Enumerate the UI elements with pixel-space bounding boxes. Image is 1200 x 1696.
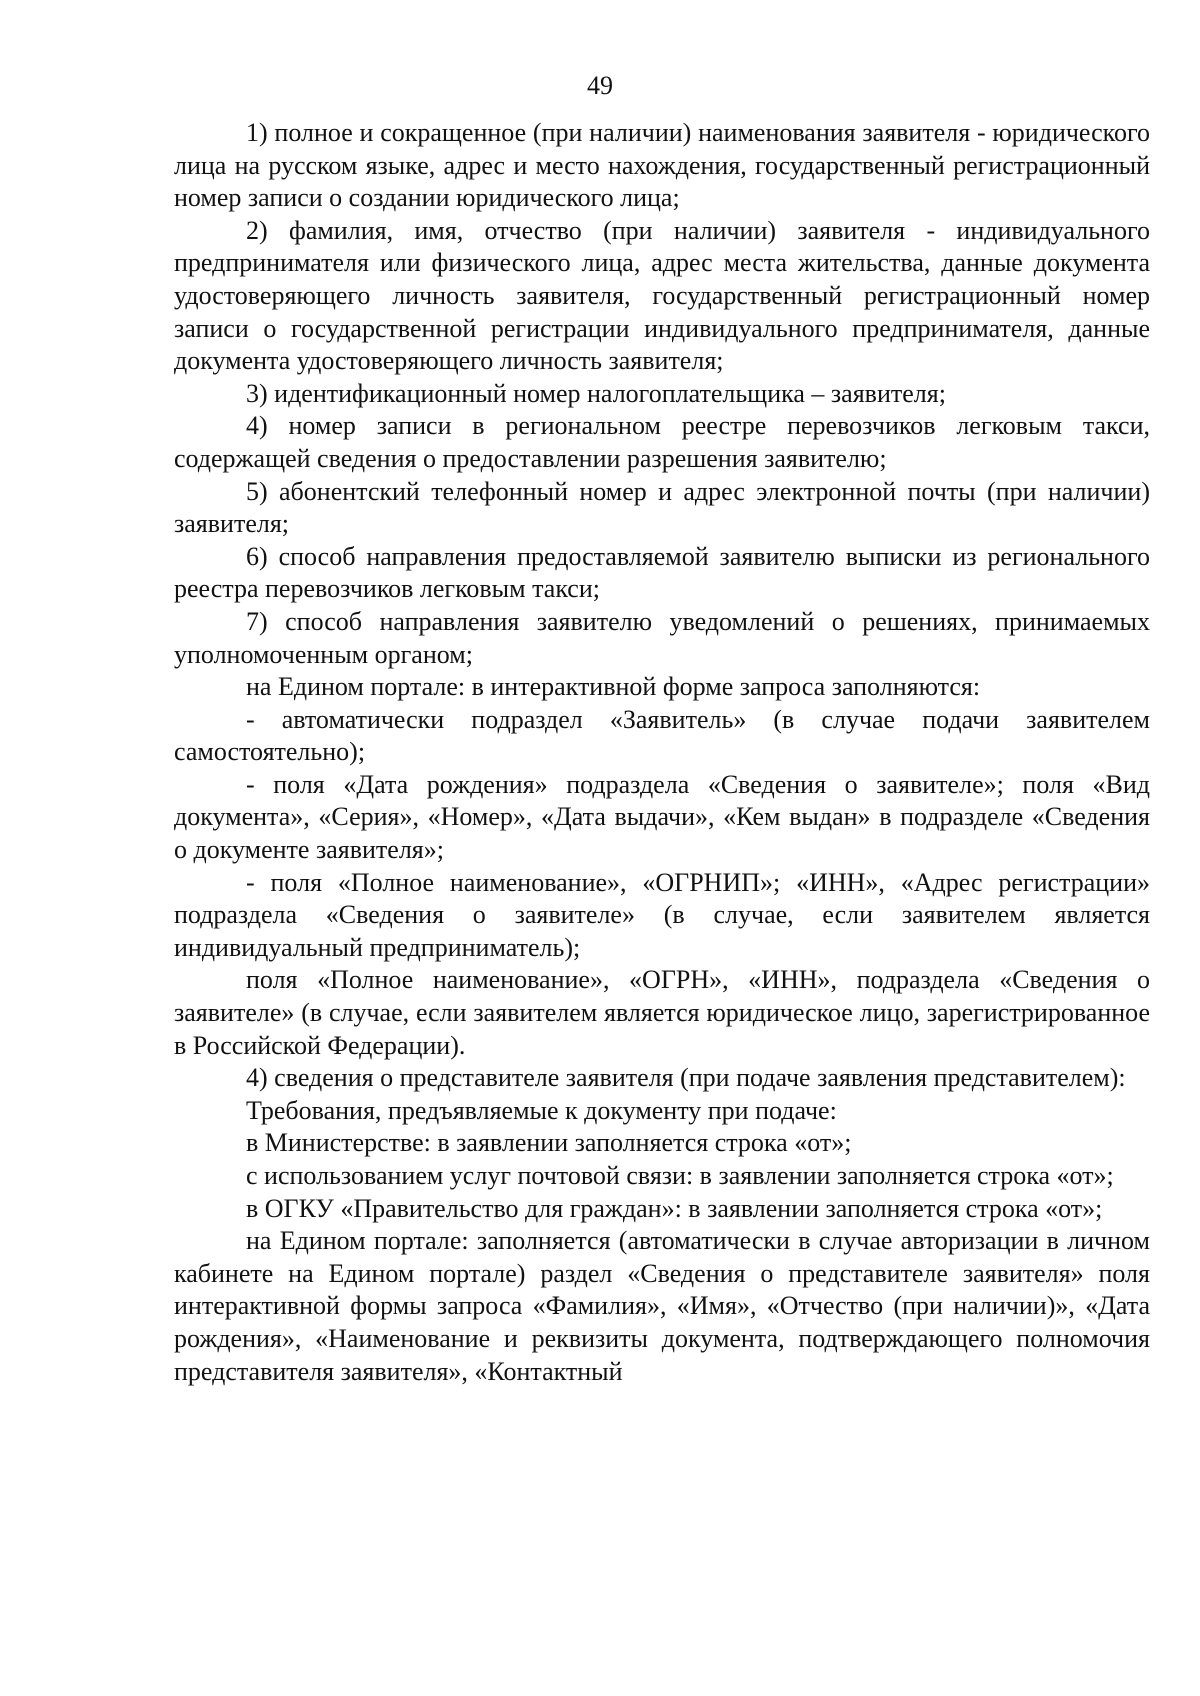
paragraph-representative: 4) сведения о представителе заявителя (при подаче заявления представителем): [246, 1063, 1126, 1093]
paragraph-requirements: Требования, предъявляемые к документу при подаче: [246, 1095, 837, 1125]
paragraph-item-1: 1) полное и сокращенное (при наличии) наименования заявителя - юридического лица на русском языке, адрес и место нахождения, государственный регистрационный номер записи о создании юридического лица; [174, 118, 1150, 213]
paragraph-item-3: 3) идентификационный номер налогоплательщика – заявителя; [246, 378, 946, 408]
paragraph-fields-legal-entity: поля «Полное наименование», «ОГРН», «ИНН», подраздела «Сведения о заявителе» (в случае, если заявителем является юридическое лицо, зарегистрированное в Российской Федерации). [174, 965, 1150, 1060]
paragraph-item-2: 2) фамилия, имя, отчество (при наличии) заявителя - индивидуального предпринимателя или физического лица, адрес места жительства, данные документа удостоверяющего личность заявителя, государственный регистрационный номер записи о государственной регистрации индивидуального предпринимателя, данные документа удостоверяющего личность заявителя; [174, 215, 1150, 376]
paragraph-unified-portal: на Едином портале: заполняется (автоматически в случае авторизации в личном кабинете на Едином портале) раздел «Сведения о представителе заявителя» поля интерактивной формы запроса «Фамилия», «Имя», «Отчество (при наличии)», «Дата рождения», «Наименование и реквизиты документа, подтверждающего полномочия представителя заявителя», «Контактный [174, 1226, 1150, 1386]
paragraph-ogku: в ОГКУ «Правительство для граждан»: в заявлении заполняется строка «от»; [246, 1193, 1103, 1223]
paragraph-portal-intro: на Едином портале: в интерактивной форме запроса заполняются: [246, 672, 981, 702]
paragraph-item-4: 4) номер записи в региональном реестре перевозчиков легковым такси, содержащей сведения о предоставлении разрешения заявителю; [174, 411, 1150, 473]
page-number: 49 [587, 71, 613, 100]
paragraph-fields-birthdate: - поля «Дата рождения» подраздела «Сведения о заявителе»; поля «Вид документа», «Серия», «Номер», «Дата выдачи», «Кем выдан» в подразделе «Сведения о документе заявителя»; [174, 769, 1150, 865]
paragraph-item-7: 7) способ направления заявителю уведомлений о решениях, принимаемых уполномоченным органом; [174, 606, 1150, 669]
paragraph-fields-entrepreneur: - поля «Полное наименование», «ОГРНИП»; «ИНН», «Адрес регистрации» подраздела «Сведения о заявителе» (в случае, если заявителем является индивидуальный предприниматель); [174, 867, 1150, 962]
paragraph-item-6: 6) способ направления предоставляемой заявителю выписки из регионального реестра перевозчиков легковым такси; [174, 541, 1150, 604]
paragraph-item-5: 5) абонентский телефонный номер и адрес электронной почты (при наличии) заявителя; [174, 476, 1150, 539]
paragraph-auto-subsection: - автоматически подраздел «Заявитель» (в случае подачи заявителем самостоятельно); [174, 704, 1150, 767]
document-body [174, 117, 1150, 1388]
paragraph-postal: с использованием услуг почтовой связи: в заявлении заполняется строка «от»; [246, 1161, 1114, 1190]
paragraph-ministry: в Министерстве: в заявлении заполняется строка «от»; [246, 1128, 852, 1158]
